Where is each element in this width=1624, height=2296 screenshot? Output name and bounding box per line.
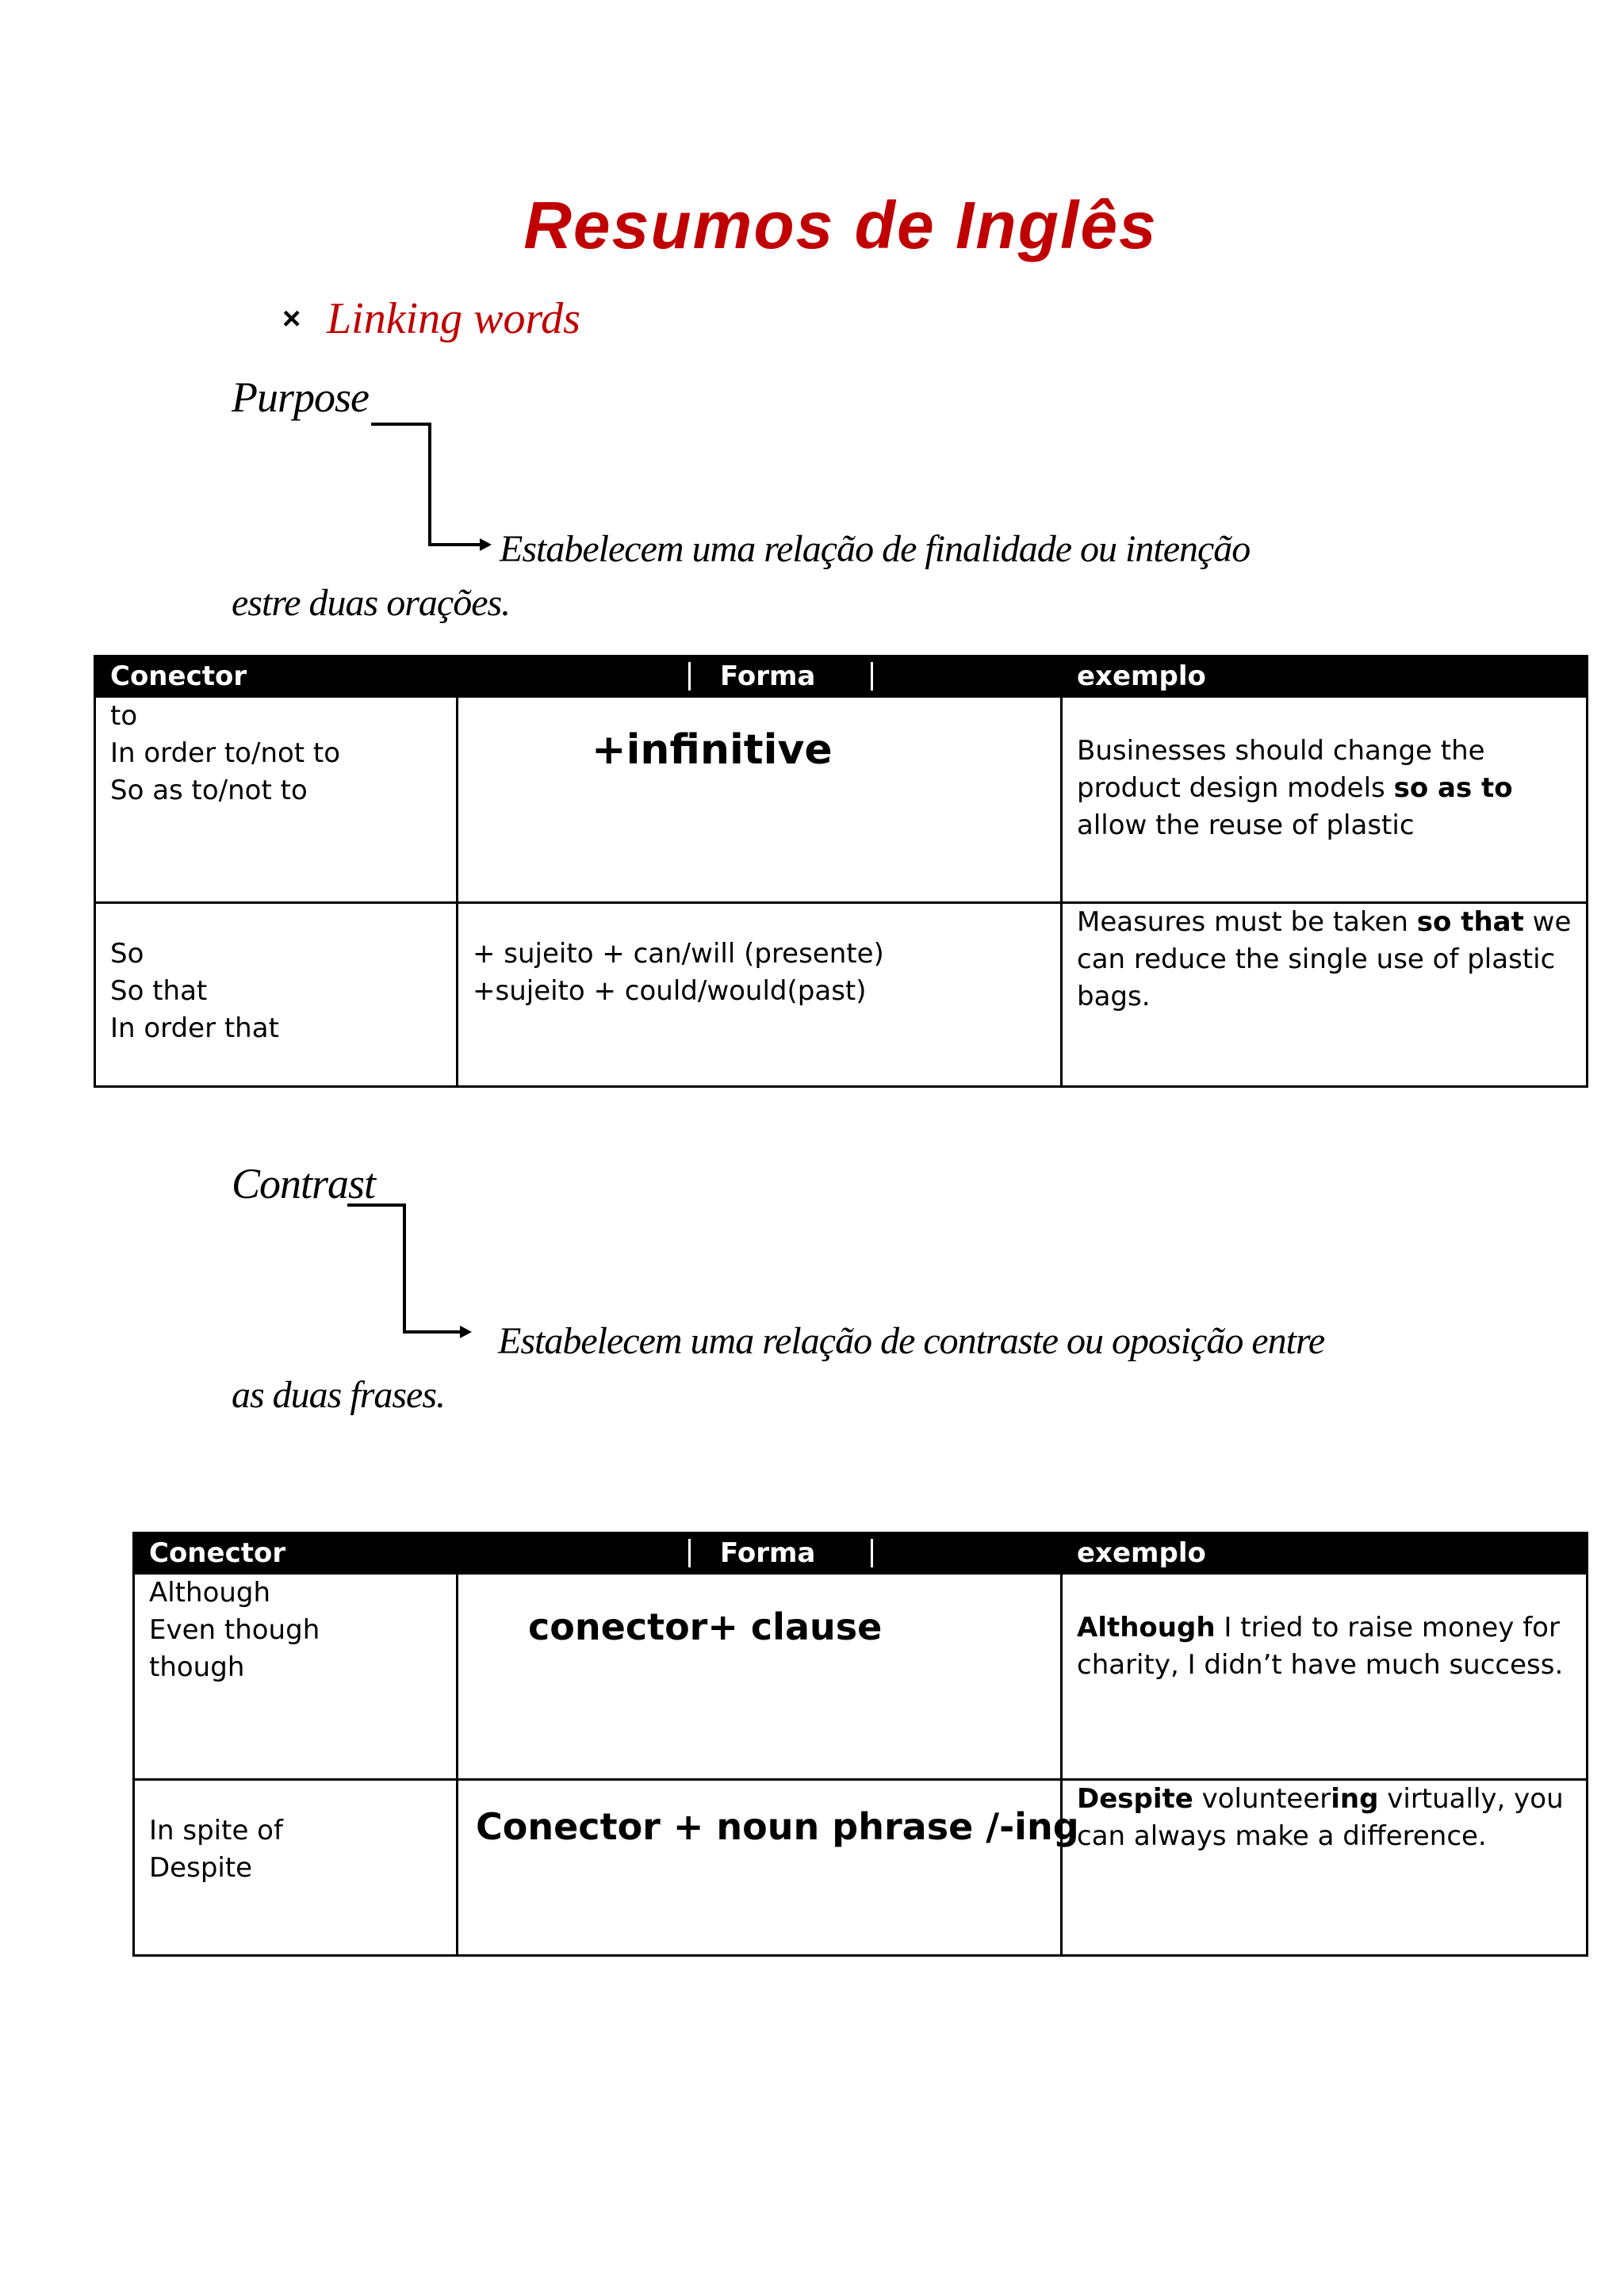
contrast-arrow-icon [341, 1197, 476, 1340]
header-forma: Forma [458, 656, 1062, 697]
purpose-description-line1: Estabelecem uma relação de finalidade ou intenção [500, 528, 1251, 570]
header-forma: Forma [458, 1533, 1062, 1574]
exemplo-cell: Although I tried to raise money for charity, I didn’t have much success. [1062, 1574, 1588, 1780]
exemplo-cell: Measures must be taken so that we can reduce the single use of plastic bags. [1062, 903, 1588, 1087]
header-exemplo: exemplo [1062, 1533, 1588, 1574]
contrast-description-line1: Estabelecem uma relação de contraste ou oposição entre [498, 1320, 1325, 1362]
exemplo-cell: Businesses should change the product design models so as to allow the reuse of plastic [1062, 697, 1588, 903]
purpose-table [94, 655, 1588, 1088]
table-header-row [95, 656, 1588, 697]
forma-cell [458, 1574, 1062, 1780]
bullet-linking-words: Linking words [327, 294, 580, 343]
forma-conector-clause: conector+ clause [528, 1605, 883, 1648]
purpose-description-line2: estre duas orações. [232, 582, 511, 624]
table-row [95, 903, 1588, 1087]
contrast-heading: Contrast [232, 1160, 376, 1207]
conector-cell: In spite of Despite [134, 1780, 458, 1956]
purpose-arrow-icon [365, 416, 500, 551]
conector-cell: So So that In order that [95, 903, 458, 1087]
table-row [95, 697, 1588, 903]
table-row [134, 1574, 1588, 1780]
forma-cell [458, 1780, 1079, 1956]
forma-cell [458, 697, 1062, 903]
forma-cell: + sujeito + can/will (presente) +sujeito + could/would(past) [458, 903, 1062, 1087]
exemplo-cell: Despite volunteering virtually, you can always make a difference. [1062, 1780, 1588, 1956]
conector-cell: Although Even though though [134, 1574, 458, 1780]
header-conector: Conector [95, 656, 458, 697]
table-row [134, 1780, 1588, 1956]
header-conector: Conector [134, 1533, 458, 1574]
page-title: Resumos de Inglês [523, 188, 1158, 262]
purpose-heading: Purpose [232, 373, 369, 421]
forma-noun-phrase: Conector + noun phrase /-ing [476, 1805, 1079, 1848]
forma-infinitive: +infinitive [592, 726, 833, 774]
conector-cell: to In order to/not to So as to/not to [95, 697, 458, 903]
bullet-x-icon: × [282, 301, 301, 336]
contrast-table [132, 1532, 1588, 1957]
contrast-description-line2: as duas frases. [232, 1374, 446, 1416]
header-exemplo: exemplo [1062, 656, 1588, 697]
table-header-row [134, 1533, 1588, 1574]
